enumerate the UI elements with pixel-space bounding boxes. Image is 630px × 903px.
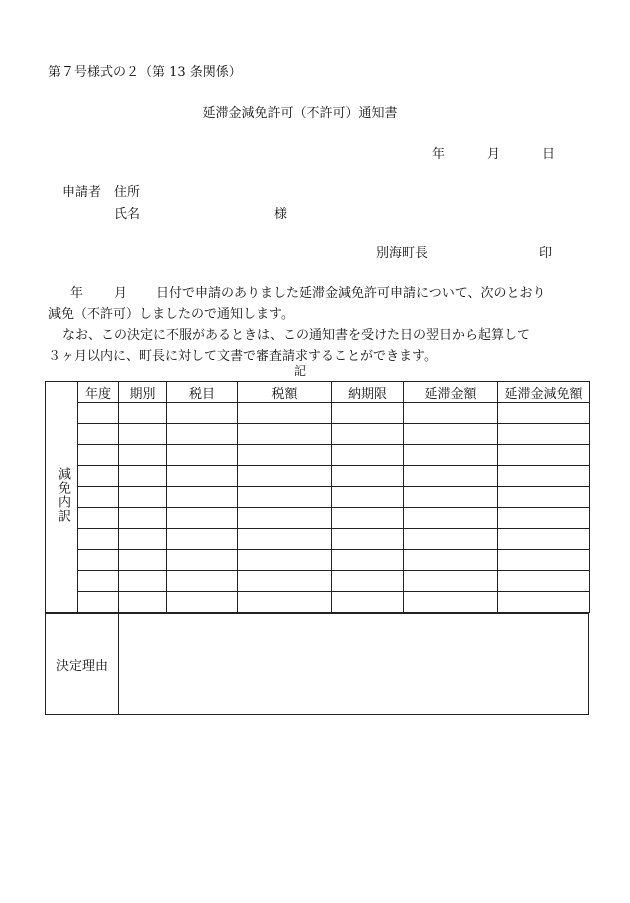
table-row [46, 466, 590, 487]
date-month-label: 月 [487, 147, 501, 162]
table-cell[interactable] [498, 529, 590, 550]
body-line-3: なお、この決定に不服があるときは、この通知書を受けた日の翌日から起算して [62, 328, 531, 343]
table-cell[interactable] [498, 550, 590, 571]
body-line-4: ３ヶ月以内に、町長に対して文書で審査請求することができます。 [48, 349, 437, 364]
table-header-row [46, 382, 590, 403]
table-cell[interactable] [119, 508, 167, 529]
table-row [46, 508, 590, 529]
table-cell[interactable] [238, 529, 332, 550]
table-cell[interactable] [332, 403, 404, 424]
exemption-table [45, 381, 590, 613]
table-cell[interactable] [498, 466, 590, 487]
table-cell[interactable] [78, 508, 119, 529]
header-late-fee-exemption: 延滞金減免額 [498, 382, 590, 403]
table-cell[interactable] [404, 403, 498, 424]
document-title: 延滞金減免許可（不許可）通知書 [202, 106, 398, 121]
seal-mark: 印 [539, 246, 553, 261]
table-cell[interactable] [167, 487, 238, 508]
table-cell[interactable] [167, 466, 238, 487]
date-day-label: 日 [542, 147, 556, 162]
table-cell[interactable] [332, 445, 404, 466]
table-cell[interactable] [404, 445, 498, 466]
table-row [46, 445, 590, 466]
header-late-fee: 延滞金額 [404, 382, 498, 403]
table-cell[interactable] [119, 550, 167, 571]
table-cell[interactable] [119, 445, 167, 466]
date-year-label: 年 [432, 147, 446, 162]
decision-reason-table [45, 612, 589, 715]
table-row [46, 550, 590, 571]
table-cell[interactable] [332, 571, 404, 592]
body-year-label: 年 [70, 286, 84, 301]
table-cell[interactable] [167, 445, 238, 466]
table-cell[interactable] [78, 403, 119, 424]
table-cell[interactable] [238, 550, 332, 571]
ki-heading: 記 [293, 364, 306, 378]
table-cell[interactable] [498, 487, 590, 508]
header-tax-amount: 税額 [238, 382, 332, 403]
table-cell[interactable] [78, 487, 119, 508]
address-label: 住所 [114, 185, 141, 200]
table-cell[interactable] [404, 424, 498, 445]
table-cell[interactable] [332, 508, 404, 529]
header-tax-item: 税目 [167, 382, 238, 403]
table-cell[interactable] [498, 445, 590, 466]
form-number: 第７号様式の２（第 13 条関係） [48, 65, 242, 80]
table-cell[interactable] [78, 445, 119, 466]
table-cell[interactable] [78, 424, 119, 445]
table-cell[interactable] [498, 592, 590, 613]
decision-reason-field[interactable] [119, 613, 589, 715]
table-cell[interactable] [238, 445, 332, 466]
table-cell[interactable] [404, 550, 498, 571]
table-cell[interactable] [78, 550, 119, 571]
table-cell[interactable] [332, 466, 404, 487]
table-cell[interactable] [167, 550, 238, 571]
table-cell[interactable] [498, 571, 590, 592]
table-cell[interactable] [238, 403, 332, 424]
exemption-breakdown-text: 減免内訳 [54, 467, 70, 523]
applicant-label: 申請者 [62, 185, 102, 200]
table-cell[interactable] [78, 571, 119, 592]
table-cell[interactable] [167, 424, 238, 445]
mayor-title: 別海町長 [376, 246, 429, 261]
table-cell[interactable] [167, 403, 238, 424]
table-cell[interactable] [119, 487, 167, 508]
table-cell[interactable] [332, 529, 404, 550]
table-row [46, 592, 590, 613]
table-cell[interactable] [404, 487, 498, 508]
exemption-breakdown-label [46, 382, 78, 613]
table-cell[interactable] [238, 466, 332, 487]
table-cell[interactable] [238, 592, 332, 613]
table-cell[interactable] [404, 508, 498, 529]
table-cell[interactable] [119, 529, 167, 550]
table-cell[interactable] [498, 508, 590, 529]
body-line-1: 日付で申請のありました延滞金減免許可申請について、次のとおり [156, 286, 546, 301]
table-cell[interactable] [167, 592, 238, 613]
table-row [46, 571, 590, 592]
table-cell[interactable] [332, 487, 404, 508]
table-cell[interactable] [119, 403, 167, 424]
header-fiscal-year: 年度 [78, 382, 119, 403]
body-month-label: 月 [114, 286, 128, 301]
table-row [46, 424, 590, 445]
table-cell[interactable] [78, 592, 119, 613]
table-cell[interactable] [498, 424, 590, 445]
table-cell[interactable] [332, 592, 404, 613]
table-cell[interactable] [119, 592, 167, 613]
decision-reason-label: 決定理由 [46, 613, 119, 715]
honorific-label: 様 [274, 207, 288, 222]
table-cell[interactable] [119, 424, 167, 445]
table-cell[interactable] [404, 529, 498, 550]
table-cell[interactable] [238, 487, 332, 508]
table-cell[interactable] [238, 571, 332, 592]
table-cell[interactable] [119, 466, 167, 487]
table-cell[interactable] [167, 508, 238, 529]
table-cell[interactable] [78, 466, 119, 487]
body-line-2: 減免（不許可）しましたので通知します。 [48, 307, 294, 322]
name-label: 氏名 [114, 207, 141, 222]
table-cell[interactable] [404, 571, 498, 592]
table-cell[interactable] [167, 571, 238, 592]
table-cell[interactable] [238, 508, 332, 529]
table-cell[interactable] [404, 466, 498, 487]
table-cell[interactable] [332, 424, 404, 445]
table-cell[interactable] [167, 529, 238, 550]
table-row [46, 487, 590, 508]
table-cell[interactable] [404, 592, 498, 613]
table-cell[interactable] [498, 403, 590, 424]
table-cell[interactable] [332, 550, 404, 571]
table-cell[interactable] [119, 571, 167, 592]
table-cell[interactable] [78, 529, 119, 550]
table-row [46, 529, 590, 550]
table-cell[interactable] [238, 424, 332, 445]
table-row [46, 403, 590, 424]
header-period: 期別 [119, 382, 167, 403]
header-due-date: 納期限 [332, 382, 404, 403]
